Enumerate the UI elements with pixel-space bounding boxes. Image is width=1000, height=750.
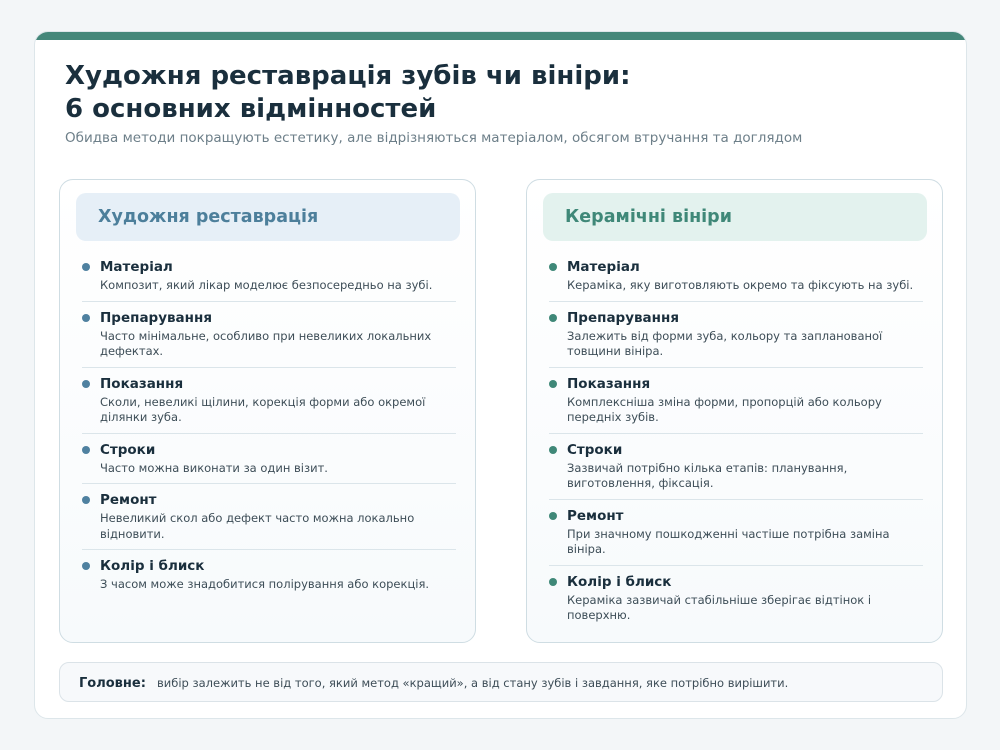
bullet-icon: [82, 263, 90, 271]
item-title: Препарування: [100, 309, 212, 326]
item-text: З часом може знадобитися полірування або корекція.: [100, 577, 430, 591]
item-text: Кераміка зазвичай стабільніше зберігає відтінок і поверхню.: [567, 592, 872, 622]
item-text: Часто можна виконати за один візит.: [100, 460, 328, 475]
item-title: Колір і блиск: [100, 558, 205, 574]
item-title: Колір і блиск: [567, 573, 672, 590]
bullet-icon: [82, 314, 90, 322]
item-text: Часто мінімальне, особливо при невеликих локальних дефектах.: [100, 328, 432, 358]
list-item: [82, 557, 456, 600]
bullet-icon: [549, 380, 557, 388]
column-heading: Художня реставрація: [76, 193, 460, 241]
composite-restoration-column: [59, 179, 476, 643]
item-title: Ремонт: [567, 507, 624, 524]
summary-box: [59, 662, 943, 702]
item-text: Залежить від форми зуба, кольору та запланованої товщини вініра.: [567, 328, 883, 358]
summary-text: вибір залежить не від того, який метод «кращий», а від стану зубів і завдання, яке потрібно вирішити.: [157, 676, 789, 690]
bullet-icon: [82, 496, 90, 504]
list-item: [549, 441, 923, 500]
item-text: Комплексніша зміна форми, пропорцій або кольору передніх зубів.: [567, 394, 882, 424]
item-text: При значному пошкодженні частіше потрібна заміна вініра.: [567, 526, 890, 556]
comparison-card: [34, 31, 967, 719]
page-title: [65, 60, 925, 126]
item-title: Препарування: [567, 309, 679, 326]
list-item: [549, 375, 923, 434]
page-subtitle: Обидва методи покращують естетику, але відрізняються матеріалом, обсягом втручання та доглядом: [65, 130, 803, 146]
item-text: Композит, який лікар моделює безпосередньо на зубі.: [100, 278, 433, 292]
ceramic-veneers-column: [526, 179, 943, 643]
bullet-icon: [82, 446, 90, 454]
item-text: Невеликий скол або дефект часто можна локально відновити.: [100, 511, 415, 541]
item-title: Ремонт: [100, 492, 157, 508]
bullet-icon: [549, 263, 557, 271]
list-item: [549, 507, 923, 566]
bullet-icon: [82, 380, 90, 388]
item-title: Матеріал: [100, 259, 173, 275]
list-item: [82, 441, 456, 485]
item-text: Сколи, невеликі щілини, корекція форми або окремої ділянки зуба.: [100, 394, 426, 424]
bullet-icon: [549, 578, 557, 586]
list-item: [549, 309, 923, 368]
list-item: [82, 375, 456, 434]
list-item: [82, 258, 456, 302]
column-heading: Керамічні вініри: [543, 193, 927, 241]
bullet-icon: [549, 512, 557, 520]
item-text: Кераміка, яку виготовляють окремо та фіксують на зубі.: [567, 278, 914, 292]
list-item: [82, 309, 456, 368]
bullet-icon: [549, 446, 557, 454]
item-text: Зазвичай потрібно кілька етапів: планування, виготовлення, фіксація.: [567, 460, 848, 490]
bullet-icon: [82, 562, 90, 570]
summary-label: Головне:: [79, 676, 146, 691]
title-line-1: Художня реставрація зубів чи вініри:: [65, 61, 631, 91]
feature-list: [82, 258, 456, 607]
item-title: Матеріал: [567, 259, 640, 275]
accent-bar: [35, 32, 966, 40]
list-item: [549, 573, 923, 631]
feature-list: [549, 258, 923, 638]
bullet-icon: [549, 314, 557, 322]
item-title: Показання: [100, 375, 184, 392]
item-title: Строки: [100, 441, 156, 458]
list-item: [549, 258, 923, 302]
list-item: [82, 491, 456, 550]
title-line-2: 6 основних відмінностей: [65, 94, 437, 124]
item-title: Строки: [567, 441, 623, 458]
item-title: Показання: [567, 375, 651, 392]
